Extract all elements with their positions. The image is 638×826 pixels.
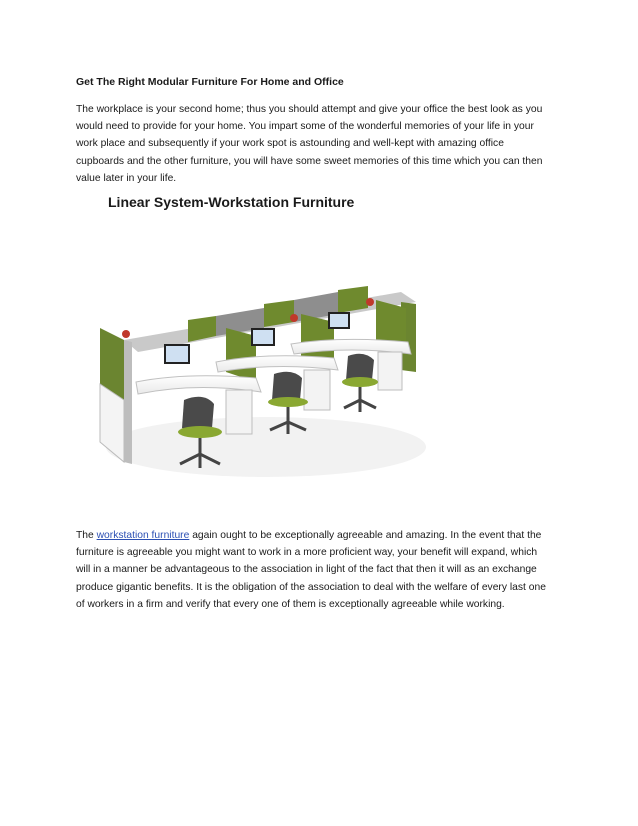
paragraph-line: of workers in a firm and verify that every one of them is exceptionally agreeable while working. (76, 598, 505, 610)
paragraph-line: will in a manner be advantageous to the association in light of the fact that then it will as an exchange (76, 564, 537, 576)
body-paragraph (76, 527, 564, 613)
paragraph-line: cupboards and the other furniture, you will have some sweet memories of this time which you can then (76, 155, 543, 167)
paragraph-line: furniture is agreeable you might want to work in a more proficient way, your benefit will expand, which (76, 547, 538, 559)
paragraph-line: produce gigantic benefits. It is the obligation of the association to deal with the welfare of every last one (76, 581, 546, 593)
paragraph-line: The workplace is your second home; thus you should attempt and give your office the best look as you (76, 104, 543, 115)
section-heading: Linear System-Workstation Furniture (108, 194, 355, 210)
line-rest: again ought to be exceptionally agreeable and amazing. In the event that the (189, 530, 542, 541)
paragraph-line (76, 527, 564, 544)
document-title: Get The Right Modular Furniture For Home and Office (76, 76, 344, 88)
paragraph-line: value later in your life. (76, 172, 177, 184)
workstation-illustration (76, 232, 440, 502)
line-prefix: The (76, 530, 97, 541)
intro-paragraph (76, 101, 564, 187)
paragraph-line: would need to provide for your home. You impart some of the wonderful memories of your life in your (76, 121, 534, 133)
paragraph-line: work place and subsequently if your work spot is astounding and well-kept with amazing office (76, 138, 504, 150)
workstation-furniture-link[interactable]: workstation furniture (96, 530, 190, 541)
